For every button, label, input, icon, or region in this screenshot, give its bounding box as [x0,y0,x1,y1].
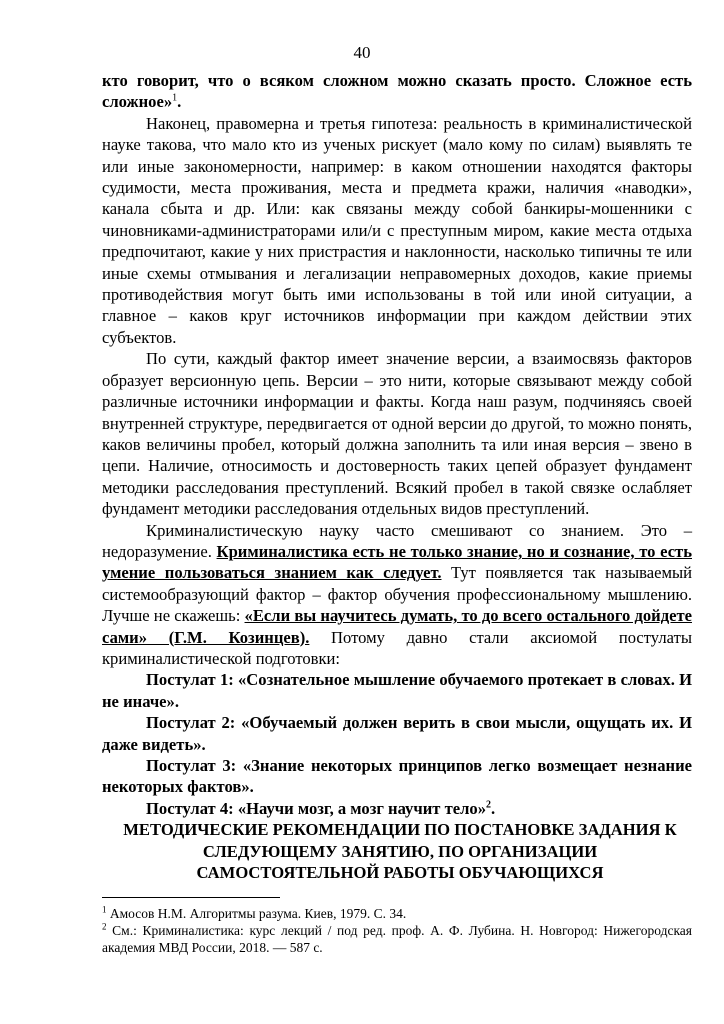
footnotes [102,905,692,956]
footnote-2: $^2$ См.: Криминалистика: курс лекций / под ред. проф. А. Ф. Лубина. Н. Новгород: Нижегородская академия МВД России, 2018. — 587 с. [102,921,692,955]
footnote-ref-1[interactable]: 1 [172,92,178,104]
bold-quote: кто говорит, что о всяком сложном можно сказать просто. Сложное есть сложное» [102,71,692,112]
page-number: 40 [353,43,371,62]
footnote-ref-2[interactable]: 2 [486,799,491,811]
footnote-1: $^1$ Амосов Н.М. Алгоритмы разума. Киев, 1979. С. 34. [102,904,407,921]
paragraph-hypothesis: Наконец, правомерна и третья гипотеза: реальность в криминалистической науке такова, что мало кто из ученых рискует (мало кому по силам) выявлять те или иные закономерности, например: в каком отношении находятся факторы судимости, места проживания, места и предмета кражи, наличия «наводки», канала сбыта и др. Или: как связаны между собой банкиры-мошенники с чиновниками-администраторами или/и с преступным миром, какие места отдыха предпочитают, какие у них пристрастия и наклонности, насколько типичны те или иные схемы отмывания и легализации неправомерных доходов, какие приемы противодействия могут быть ими использованы в той или иной ситуации, а главное – каков круг источников информации при каждом действии этих субъектов. [102,113,692,347]
paragraph-quote-end: кто говорит, что о всяком сложном можно сказать просто. Сложное есть сложное»$^1$. [102,71,692,112]
paragraph-version-chain: По сути, каждый фактор имеет значение версии, а взаимосвязь факторов образует версионную цепь. Версии – это нити, которые связывают между собой различные источники информации и факты. Когда наш разум, подчиняясь своей внутренней структуре, передвигается от одной версии до другой, то можно понять, каков величины пробел, который должна заполнить та или иная версия – звено в цепи. Наличие, относимость и достоверность таких цепей образует фундамент методики расследования преступлений. Всякий пробел в такой связке ослабляет фундамент методики расследования отдельных видов преступлений. [102,349,692,519]
underlined-definition: Криминалистика есть не только знание, но и сознание, то есть умение пользоваться знанием как следует. [102,541,692,583]
postulate-3: Постулат 3: «Знание некоторых принципов легко возмещает незнание некоторых фактов». [102,756,692,797]
postulate-4: Постулат 4: «Научи мозг, а мозг научит тело»$^2$. [146,798,496,818]
section-heading: МЕТОДИЧЕСКИЕ РЕКОМЕНДАЦИИ ПО ПОСТАНОВКЕ ЗАДАНИЯ К СЛЕДУЮЩЕМУ ЗАНЯТИЮ, ПО ОРГАНИЗАЦИИ САМОСТОЯТЕЛЬНОЙ РАБОТЫ ОБУЧАЮЩИХСЯ [123,820,677,883]
underlined-quote: «Если вы научитесь думать, то до всего остального дойдете сами» (Г.М. Козинцев). [102,606,692,647]
body-text [102,70,692,883]
postulate-2: Постулат 2: «Обучаемый должен верить в свои мысли, ощущать их. И даже видеть». [102,713,692,754]
footnote-divider [102,897,280,898]
paragraph-forensic-science: Криминалистическую науку часто смешивают со знанием. Это – недоразумение. Криминалистика есть не только знание, но и сознание, то есть умение пользоваться знанием как следует. Тут появляется так называемый системообразующий фактор – фактор обучения профессиональному мышлению. Лучше не скажешь: «Если вы научитесь думать, то до всего остального дойдете сами» (Г.М. Козинцев). Потому давно стали аксиомой постулаты криминалистической подготовки: [102,520,692,668]
postulate-1: Постулат 1: «Сознательное мышление обучаемого протекает в словах. И не иначе». [102,670,692,711]
